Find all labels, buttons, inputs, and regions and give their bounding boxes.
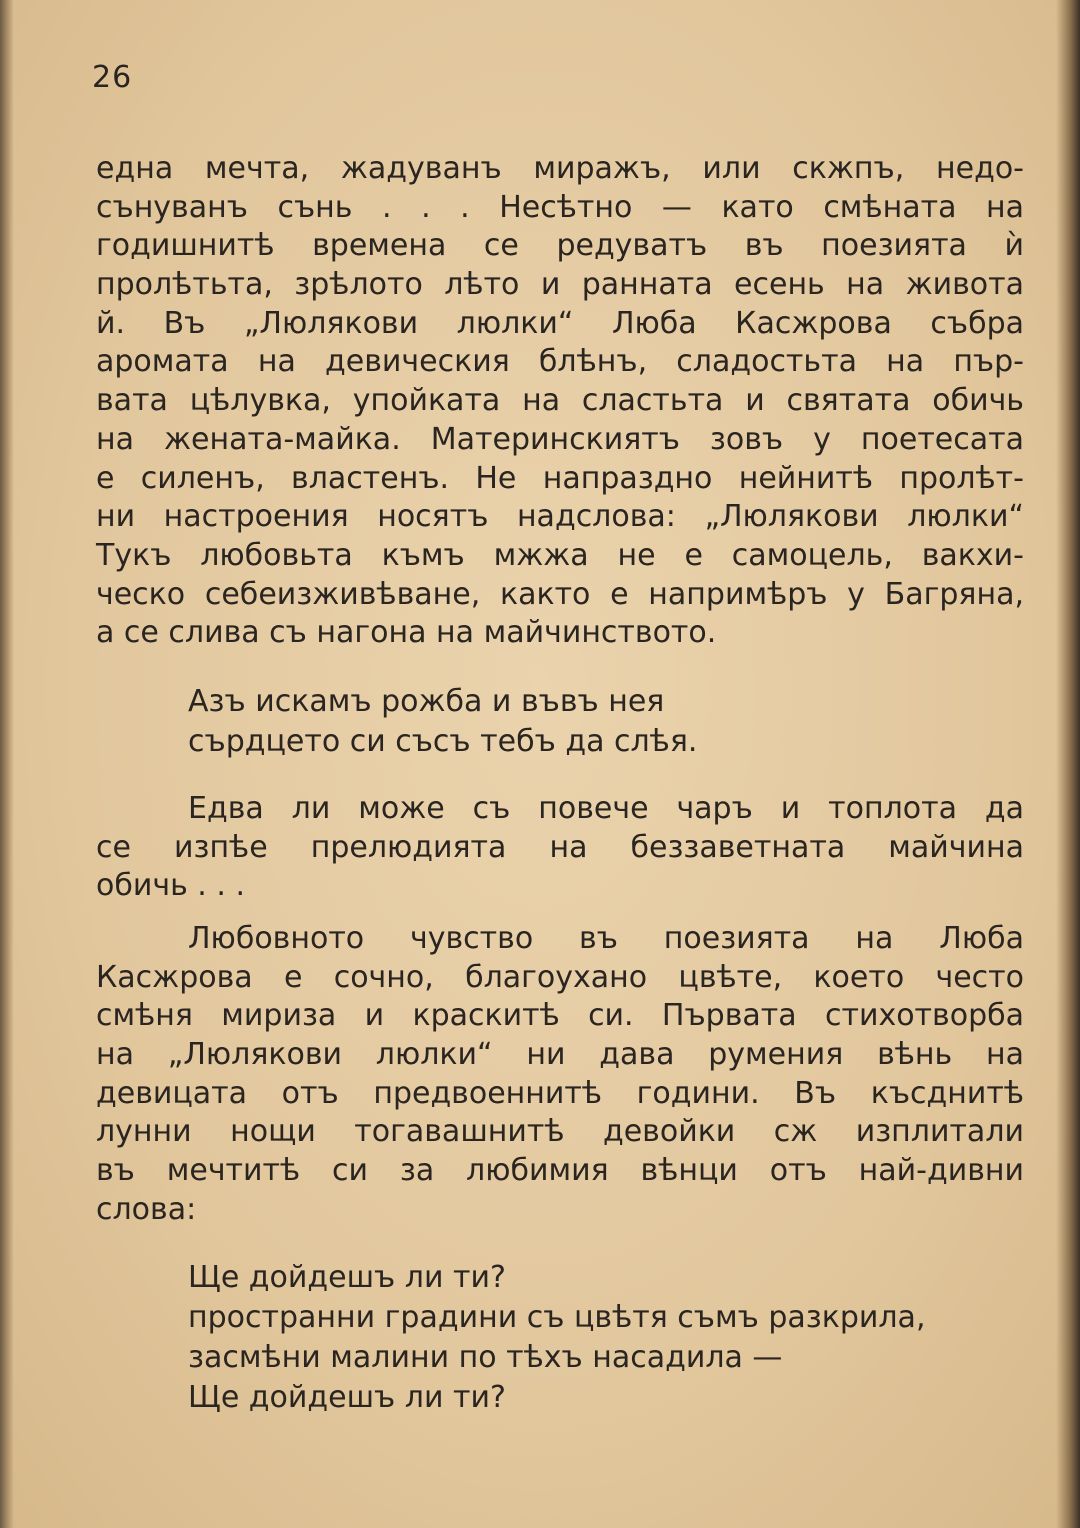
text-line: Тукъ любовьта къмъ мжжа не е самоцель, вакхи-	[96, 537, 1024, 573]
text-line: аромата на девическия блѣнъ, сладостьта на пър-	[96, 344, 1024, 380]
text-line: а се слива съ нагона на майчинството.	[96, 615, 717, 651]
text-line: обичь . . .	[96, 868, 245, 904]
verse-line: Ще дойдешъ ли ти?	[188, 1380, 506, 1415]
page-left-edge	[0, 0, 14, 1528]
text-line: Любовното чувство въ поезията на Люба	[188, 921, 1024, 956]
verse-2	[188, 1258, 925, 1418]
text-line: ни настроения носятъ надслова: „Люлякови люлки“	[96, 499, 1024, 535]
text-line: сънуванъ сънь . . . Несѣтно — като смѣната на	[96, 189, 1024, 225]
text-line: Едва ли може съ повече чаръ и топлота да	[188, 791, 1024, 826]
text-line: пролѣтьта, зрѣлото лѣто и ранната есень на живота	[96, 267, 1024, 303]
text-line: девицата отъ предвоеннитѣ години. Въ късднитѣ	[96, 1075, 1024, 1111]
text-line: е силенъ, властенъ. Не напраздно нейнитѣ пролѣт-	[96, 460, 1024, 496]
verse-line: засмѣни малини по тѣхъ насадила —	[188, 1340, 783, 1375]
text-line: Касжрова е сочно, благоухано цвѣте, което често	[96, 959, 1024, 995]
verse-line: Ще дойдешъ ли ти?	[188, 1260, 506, 1295]
text-line: една мечта, жадуванъ миражъ, или скжпъ, недо-	[96, 151, 1024, 186]
text-line: й. Въ „Люлякови люлки“ Люба Касжрова събра	[96, 305, 1024, 341]
text-line: ческо себеизживѣване, както е напримѣръ у Багряна,	[96, 576, 1024, 612]
text-line: лунни нощи тогавашнитѣ девойки сж изплитали	[96, 1114, 1024, 1150]
text-line: на „Люлякови люлки“ ни дава румения вѣнь на	[96, 1037, 1024, 1073]
text-line: вата цѣлувка, упойката на сластьта и святата обичь	[96, 383, 1024, 419]
text-line: слова:	[96, 1191, 197, 1227]
text-line: годишнитѣ времена се редуватъ въ поезията ѝ	[96, 228, 1024, 264]
verse-line: пространни градини съ цвѣтя съмъ разкрила,	[188, 1300, 926, 1335]
text-line: се изпѣе прелюдията на беззаветната майчина	[96, 829, 1024, 865]
text-line: на жената-майка. Материнскиятъ зовъ у поетесата	[96, 421, 1024, 457]
paragraph-1	[96, 150, 1024, 653]
verse-line: Азъ искамъ рожба и въвъ нея	[188, 684, 665, 719]
page-number: 26	[92, 60, 133, 95]
paragraph-2	[96, 790, 1024, 906]
verse-line: сърдцето си съсъ тебъ да слѣя.	[188, 724, 698, 759]
page-right-edge	[1056, 0, 1080, 1528]
text-line: въ мечтитѣ си за любимия вѣнци отъ най-дивни	[96, 1153, 1024, 1189]
text-line: смѣня мириза и краскитѣ си. Първата стихотворба	[96, 998, 1024, 1034]
paragraph-3	[96, 920, 1024, 1230]
verse-1	[188, 682, 697, 762]
